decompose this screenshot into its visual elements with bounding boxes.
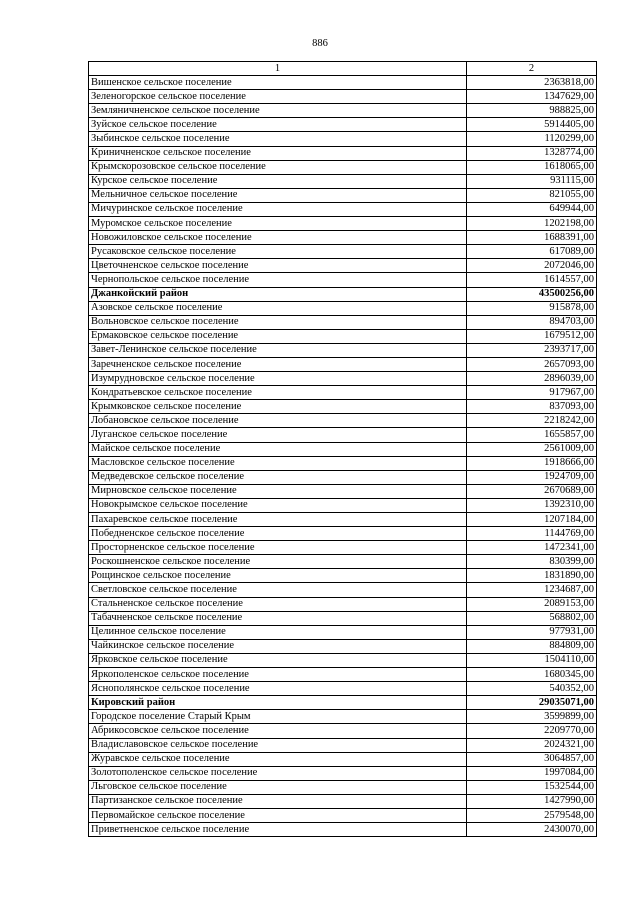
row-name-cell: Зеленогорское сельское поселение <box>89 90 467 104</box>
row-name-cell: Русаковское сельское поселение <box>89 245 467 259</box>
row-name-cell: Лобановское сельское поселение <box>89 414 467 428</box>
row-name-cell: Кировский район <box>89 696 467 710</box>
table-row <box>89 498 597 512</box>
row-value-cell: 1392310,00 <box>467 498 597 512</box>
table-row <box>89 724 597 738</box>
row-name-cell: Азовское сельское поселение <box>89 301 467 315</box>
row-name-cell: Майское сельское поселение <box>89 442 467 456</box>
table-row <box>89 470 597 484</box>
row-value-cell: 2393717,00 <box>467 343 597 357</box>
table-row <box>89 372 597 386</box>
table-row <box>89 90 597 104</box>
row-value-cell: 821055,00 <box>467 188 597 202</box>
row-value-cell: 1679512,00 <box>467 329 597 343</box>
table-row <box>89 132 597 146</box>
table-row <box>89 245 597 259</box>
row-value-cell: 1504110,00 <box>467 653 597 667</box>
row-name-cell: Партизанское сельское поселение <box>89 794 467 808</box>
table-row <box>89 343 597 357</box>
row-name-cell: Владиславовское сельское поселение <box>89 738 467 752</box>
row-value-cell: 988825,00 <box>467 104 597 118</box>
row-value-cell: 29035071,00 <box>467 696 597 710</box>
table-row <box>89 555 597 569</box>
column-header-name: 1 <box>89 62 467 76</box>
table-row <box>89 653 597 667</box>
row-name-cell: Стальненское сельское поселение <box>89 597 467 611</box>
table-header <box>89 62 597 76</box>
table-row <box>89 766 597 780</box>
table-row <box>89 710 597 724</box>
row-name-cell: Зыбинское сельское поселение <box>89 132 467 146</box>
row-value-cell: 1918666,00 <box>467 456 597 470</box>
table-row <box>89 400 597 414</box>
row-name-cell: Золотополенское сельское поселение <box>89 766 467 780</box>
table-body <box>89 76 597 837</box>
row-value-cell: 2363818,00 <box>467 76 597 90</box>
row-value-cell: 1924709,00 <box>467 470 597 484</box>
row-value-cell: 3064857,00 <box>467 752 597 766</box>
row-value-cell: 649944,00 <box>467 202 597 216</box>
row-value-cell: 894703,00 <box>467 315 597 329</box>
page-number: 886 <box>312 38 328 49</box>
row-name-cell: Масловское сельское поселение <box>89 456 467 470</box>
table-row <box>89 231 597 245</box>
row-name-cell: Новокрымское сельское поселение <box>89 498 467 512</box>
row-value-cell: 1532544,00 <box>467 780 597 794</box>
row-name-cell: Первомайское сельское поселение <box>89 808 467 822</box>
table-row <box>89 386 597 400</box>
row-value-cell: 1997084,00 <box>467 766 597 780</box>
table-row <box>89 329 597 343</box>
row-value-cell: 1207184,00 <box>467 513 597 527</box>
table-row <box>89 273 597 287</box>
row-value-cell: 931115,00 <box>467 174 597 188</box>
row-value-cell: 540352,00 <box>467 682 597 696</box>
row-value-cell: 837093,00 <box>467 400 597 414</box>
row-value-cell: 917967,00 <box>467 386 597 400</box>
table-row <box>89 682 597 696</box>
table-row-district-total <box>89 287 597 301</box>
table-row <box>89 146 597 160</box>
row-name-cell: Ермаковское сельское поселение <box>89 329 467 343</box>
row-value-cell: 1680345,00 <box>467 668 597 682</box>
row-value-cell: 1618065,00 <box>467 160 597 174</box>
row-value-cell: 1472341,00 <box>467 541 597 555</box>
row-name-cell: Новожиловское сельское поселение <box>89 231 467 245</box>
row-name-cell: Криничненское сельское поселение <box>89 146 467 160</box>
row-name-cell: Джанкойский район <box>89 287 467 301</box>
row-name-cell: Пахаревское сельское поселение <box>89 513 467 527</box>
table-row <box>89 428 597 442</box>
row-value-cell: 1234687,00 <box>467 583 597 597</box>
row-value-cell: 2218242,00 <box>467 414 597 428</box>
row-name-cell: Городское поселение Старый Крым <box>89 710 467 724</box>
row-name-cell: Целинное сельское поселение <box>89 625 467 639</box>
table-row <box>89 484 597 498</box>
table-row <box>89 188 597 202</box>
row-value-cell: 2896039,00 <box>467 372 597 386</box>
row-value-cell: 568802,00 <box>467 611 597 625</box>
row-name-cell: Вишенское сельское поселение <box>89 76 467 90</box>
row-name-cell: Победненское сельское поселение <box>89 527 467 541</box>
table-row <box>89 780 597 794</box>
table-row <box>89 202 597 216</box>
table-row <box>89 738 597 752</box>
row-value-cell: 1614557,00 <box>467 273 597 287</box>
table-row <box>89 597 597 611</box>
row-value-cell: 977931,00 <box>467 625 597 639</box>
row-name-cell: Изумрудновское сельское поселение <box>89 372 467 386</box>
row-name-cell: Табачненское сельское поселение <box>89 611 467 625</box>
row-name-cell: Крымскорозовское сельское поселение <box>89 160 467 174</box>
row-value-cell: 5914405,00 <box>467 118 597 132</box>
table-row-district-total <box>89 696 597 710</box>
row-name-cell: Просторненское сельское поселение <box>89 541 467 555</box>
row-name-cell: Курское сельское поселение <box>89 174 467 188</box>
table-row <box>89 583 597 597</box>
table-row <box>89 808 597 822</box>
row-name-cell: Вольновское сельское поселение <box>89 315 467 329</box>
table-row <box>89 541 597 555</box>
row-name-cell: Приветненское сельское поселение <box>89 823 467 837</box>
row-value-cell: 1427990,00 <box>467 794 597 808</box>
table-row <box>89 823 597 837</box>
row-name-cell: Крымковское сельское поселение <box>89 400 467 414</box>
table-row <box>89 259 597 273</box>
row-value-cell: 915878,00 <box>467 301 597 315</box>
table-row <box>89 456 597 470</box>
row-value-cell: 1328774,00 <box>467 146 597 160</box>
row-value-cell: 2089153,00 <box>467 597 597 611</box>
row-name-cell: Яркополенское сельское поселение <box>89 668 467 682</box>
row-value-cell: 1144769,00 <box>467 527 597 541</box>
table-row <box>89 611 597 625</box>
table-row <box>89 569 597 583</box>
row-value-cell: 43500256,00 <box>467 287 597 301</box>
row-name-cell: Светловское сельское поселение <box>89 583 467 597</box>
row-value-cell: 1202198,00 <box>467 217 597 231</box>
row-name-cell: Кондратьевское сельское поселение <box>89 386 467 400</box>
table-row <box>89 301 597 315</box>
table-row <box>89 794 597 808</box>
table-row <box>89 639 597 653</box>
row-value-cell: 3599899,00 <box>467 710 597 724</box>
row-value-cell: 617089,00 <box>467 245 597 259</box>
row-value-cell: 830399,00 <box>467 555 597 569</box>
table-row <box>89 174 597 188</box>
row-value-cell: 1688391,00 <box>467 231 597 245</box>
row-name-cell: Медведевское сельское поселение <box>89 470 467 484</box>
row-name-cell: Завет-Ленинское сельское поселение <box>89 343 467 357</box>
row-name-cell: Мирновское сельское поселение <box>89 484 467 498</box>
row-name-cell: Заречненское сельское поселение <box>89 357 467 371</box>
table-row <box>89 118 597 132</box>
row-name-cell: Яснополянское сельское поселение <box>89 682 467 696</box>
row-value-cell: 1347629,00 <box>467 90 597 104</box>
row-name-cell: Журавское сельское поселение <box>89 752 467 766</box>
budget-table <box>88 61 597 837</box>
row-name-cell: Земляничненское сельское поселение <box>89 104 467 118</box>
table-row <box>89 625 597 639</box>
row-name-cell: Рощинское сельское поселение <box>89 569 467 583</box>
row-name-cell: Луганское сельское поселение <box>89 428 467 442</box>
row-value-cell: 2430070,00 <box>467 823 597 837</box>
row-value-cell: 884809,00 <box>467 639 597 653</box>
table-row <box>89 442 597 456</box>
row-value-cell: 2657093,00 <box>467 357 597 371</box>
row-name-cell: Зуйское сельское поселение <box>89 118 467 132</box>
table-row <box>89 76 597 90</box>
row-name-cell: Мичуринское сельское поселение <box>89 202 467 216</box>
table-row <box>89 160 597 174</box>
table-row <box>89 315 597 329</box>
column-header-value: 2 <box>467 62 597 76</box>
row-value-cell: 2072046,00 <box>467 259 597 273</box>
row-value-cell: 2209770,00 <box>467 724 597 738</box>
row-value-cell: 1120299,00 <box>467 132 597 146</box>
table-row <box>89 668 597 682</box>
header-row <box>89 62 597 76</box>
row-name-cell: Льговское сельское поселение <box>89 780 467 794</box>
table-row <box>89 752 597 766</box>
row-value-cell: 1655857,00 <box>467 428 597 442</box>
row-value-cell: 2561009,00 <box>467 442 597 456</box>
row-name-cell: Чернопольское сельское поселение <box>89 273 467 287</box>
row-name-cell: Ярковское сельское поселение <box>89 653 467 667</box>
table-row <box>89 513 597 527</box>
table-row <box>89 217 597 231</box>
row-name-cell: Муромское сельское поселение <box>89 217 467 231</box>
row-value-cell: 2670689,00 <box>467 484 597 498</box>
table-row <box>89 414 597 428</box>
table-row <box>89 527 597 541</box>
row-value-cell: 2579548,00 <box>467 808 597 822</box>
row-name-cell: Роскошненское сельское поселение <box>89 555 467 569</box>
row-name-cell: Абрикосовское сельское поселение <box>89 724 467 738</box>
row-name-cell: Мельничное сельское поселение <box>89 188 467 202</box>
table-row <box>89 104 597 118</box>
row-name-cell: Чайкинское сельское поселение <box>89 639 467 653</box>
row-name-cell: Цветочненское сельское поселение <box>89 259 467 273</box>
row-value-cell: 1831890,00 <box>467 569 597 583</box>
table-row <box>89 357 597 371</box>
row-value-cell: 2024321,00 <box>467 738 597 752</box>
